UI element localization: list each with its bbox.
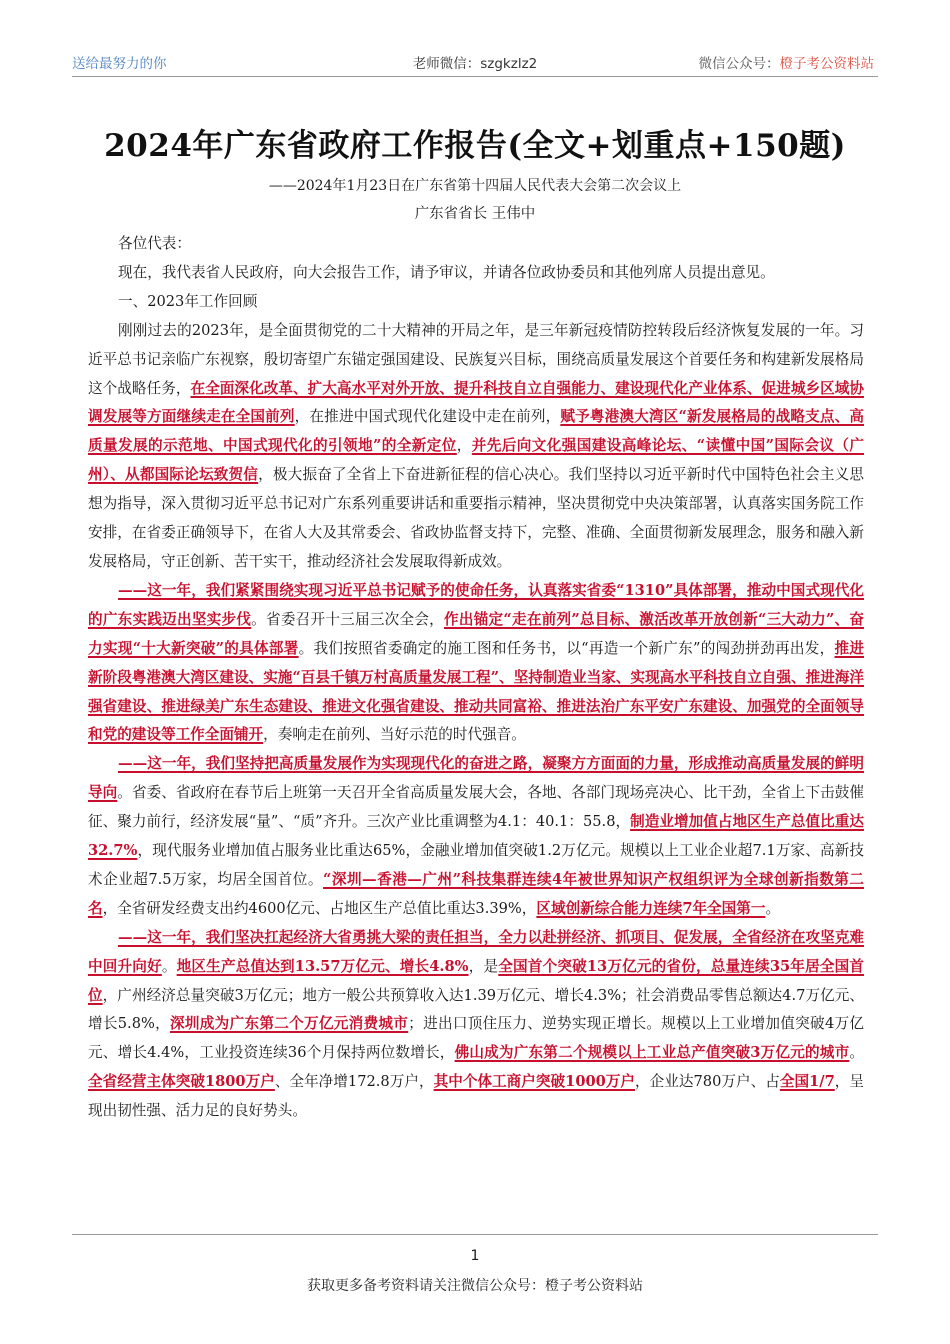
header-account-name: 橙子考公资料站 — [779, 56, 874, 72]
highlighted-text: 佛山成为广东第二个规模以上工业总产值突破3万亿元的城市 — [454, 1044, 850, 1062]
header-teacher-wechat: 老师微信：szgkzlz2 — [412, 56, 538, 72]
text-run: 、全年净增172.8万户， — [274, 1073, 434, 1091]
highlighted-text: 其中个体工商户突破1000万户 — [433, 1073, 636, 1091]
highlighted-text: 区域创新综合能力连续7年全国第一 — [536, 899, 766, 917]
paragraph — [88, 750, 864, 923]
highlighted-text: 赋予粤港澳大湾区“新发展格局的战略支点、高质量发展的示范地、中国式现代化的引领地”的全新定位 — [88, 408, 864, 455]
highlighted-text: 全国1/7 — [779, 1073, 835, 1091]
text-run: 刚刚过去的2023年，是全面贯彻党的二十大精神的开局之年，是三年新冠疫情防控转段后经济恢复发展的一年。习近平总书记亲临广东视察，殷切寄望广东锚定强国建设、民族复兴目标，围绕高质量发展这个首要任务和构建新发展格局这个战略任务， — [88, 321, 864, 397]
text-run: ，现代服务业增加值占服务业比重达65%，金融业增加值突破1.2万亿元。规模以上工业企业超7.1万家、高新技术企业超7.5万家，均居全国首位。 — [88, 842, 864, 888]
text-run: 各位代表： — [118, 235, 191, 252]
page-number: 1 — [470, 1248, 480, 1264]
text-run: ，全省研发经费支出约4600亿元、占地区生产总值比重达3.39%， — [102, 899, 537, 917]
footer-divider — [72, 1234, 878, 1235]
highlighted-text: ——这一年，我们紧紧围绕实现习近平总书记赋予的使命任务，认真落实省委“1310”具体部署，推动中国式现代化的广东实践迈出坚实步伐 — [88, 581, 864, 628]
header-slogan: 送给最努力的你 — [72, 56, 167, 72]
text-run: ，在推进中国式现代化建设中走在前列， — [294, 408, 561, 426]
text-run: ，广州经济总量突破3万亿元；地方一般公共预算收入达1.39万亿元、增长4.3%；社会消费品零售总额达4.7万亿元、增长5.8%， — [88, 986, 864, 1033]
paragraph — [88, 577, 864, 750]
paragraph — [88, 259, 864, 288]
text-run: ，呈现出韧性强、活力足的良好势头。 — [88, 1073, 865, 1120]
text-run: 。 — [765, 899, 781, 917]
paragraph — [88, 924, 864, 1126]
header-divider — [72, 76, 878, 77]
highlighted-text: 作出锚定“走在前列”总目标、激活改革开放创新“三大动力”、奋力实现“十大新突破”的具体部署 — [88, 610, 864, 657]
text-run: 。省委召开十三届三次全会， — [251, 610, 445, 628]
header-account-label: 微信公众号： — [698, 56, 780, 72]
highlighted-text: 并先后向文化强国建设高峰论坛、“读懂中国”国际会议（广州）、从都国际论坛致贺信 — [88, 437, 864, 484]
document-subtitle: ——2024年1月23日在广东省第十四届人民代表大会第二次会议上 — [268, 178, 682, 194]
highlighted-text: 全省经营主体突破1800万户 — [88, 1073, 275, 1091]
document-body — [88, 230, 864, 1126]
highlighted-text: 全国首个突破13万亿元的省份，总量连续35年居全国首位 — [88, 957, 864, 1004]
text-run: 一、2023年工作回顾 — [118, 292, 258, 310]
text-run: ；进出口顶住压力、逆势实现正增长。规模以上工业增加值突破4万亿元、增长4.4%，工业投资连续36个月保持两位数增长， — [88, 1015, 864, 1062]
highlighted-text: “深圳—香港—广州”科技集群连续4年被世界知识产权组织评为全球创新指数第二名 — [88, 870, 864, 917]
text-run: 现在，我代表省人民政府，向大会报告工作，请予审议，并请各位政协委员和其他列席人员提出意见。 — [118, 263, 775, 281]
paragraph — [88, 288, 864, 317]
highlighted-text: 地区生产总值达到13.57万亿元、增长4.8% — [176, 957, 469, 975]
paragraph — [88, 317, 864, 577]
paragraph — [88, 230, 864, 259]
page-header — [72, 50, 878, 72]
text-run: 。省委、省政府在春节后上班第一天召开全省高质量发展大会，各地、各部门现场亮决心、比干劲，全省上下击鼓催征、聚力前行，经济发展“量”、“质”齐升。三次产业比重调整为4.1：40.1：55.8， — [88, 784, 864, 831]
text-run: 。我们按照省委确定的施工图和任务书，以“再造一个新广东”的闯劲拼劲再出发， — [298, 639, 835, 657]
text-run: ， — [456, 437, 472, 455]
text-run: 。 — [849, 1044, 864, 1062]
page-footer: 获取更多备考资料请关注微信公众号：橙子考公资料站 — [307, 1278, 643, 1294]
document-title: 2024年广东省政府工作报告(全文+划重点+150题) — [104, 128, 846, 164]
highlighted-text: 深圳成为广东第二个万亿元消费城市 — [170, 1015, 409, 1033]
text-run: ，极大振奋了全省上下奋进新征程的信心决心。我们坚持以习近平新时代中国特色社会主义思想为指导，深入贯彻习近平总书记对广东系列重要讲话和重要指示精神，坚决贯彻党中央决策部署，认真落实国务院工作安排，在省委正确领导下，在省人大及其常委会、省政协监督支持下，完整、准确、全面贯彻新发展理念，服务和融入新发展格局，守正创新、苦干实干，推动经济社会发展取得新成效。 — [88, 466, 864, 570]
text-run: 。 — [161, 957, 177, 975]
text-run: ，奏响走在前列、当好示范的时代强音。 — [263, 726, 526, 744]
text-run: ，企业达780万户、占 — [635, 1073, 780, 1091]
header-account — [699, 52, 875, 72]
highlighted-text: ——这一年，我们坚决扛起经济大省勇挑大梁的责任担当，全力以赴拼经济、抓项目、促发展，全省经济在攻坚克难中回升向好 — [88, 928, 864, 975]
highlighted-text: ——这一年，我们坚持把高质量发展作为实现现代化的奋进之路，凝聚方方面面的力量，形成推动高质量发展的鲜明导向 — [88, 755, 864, 802]
document-author: 广东省省长 王伟中 — [414, 206, 536, 222]
highlighted-text: 推进新阶段粤港澳大湾区建设、实施“百县千镇万村高质量发展工程”、坚持制造业当家、实现高水平科技自立自强、推进海洋强省建设、推进绿美广东生态建设、推进文化强省建设、推动共同富裕、推进法治广东平安广东建设、加强党的全面领导和党的建设等工作全面铺开 — [88, 639, 864, 744]
highlighted-text: 在全面深化改革、扩大高水平对外开放、提升科技自立自强能力、建设现代化产业体系、促进城乡区域协调发展等方面继续走在全国前列 — [88, 379, 864, 426]
highlighted-text: 制造业增加值占地区生产总值比重达32.7% — [88, 813, 864, 860]
text-run: ，是 — [468, 957, 499, 975]
